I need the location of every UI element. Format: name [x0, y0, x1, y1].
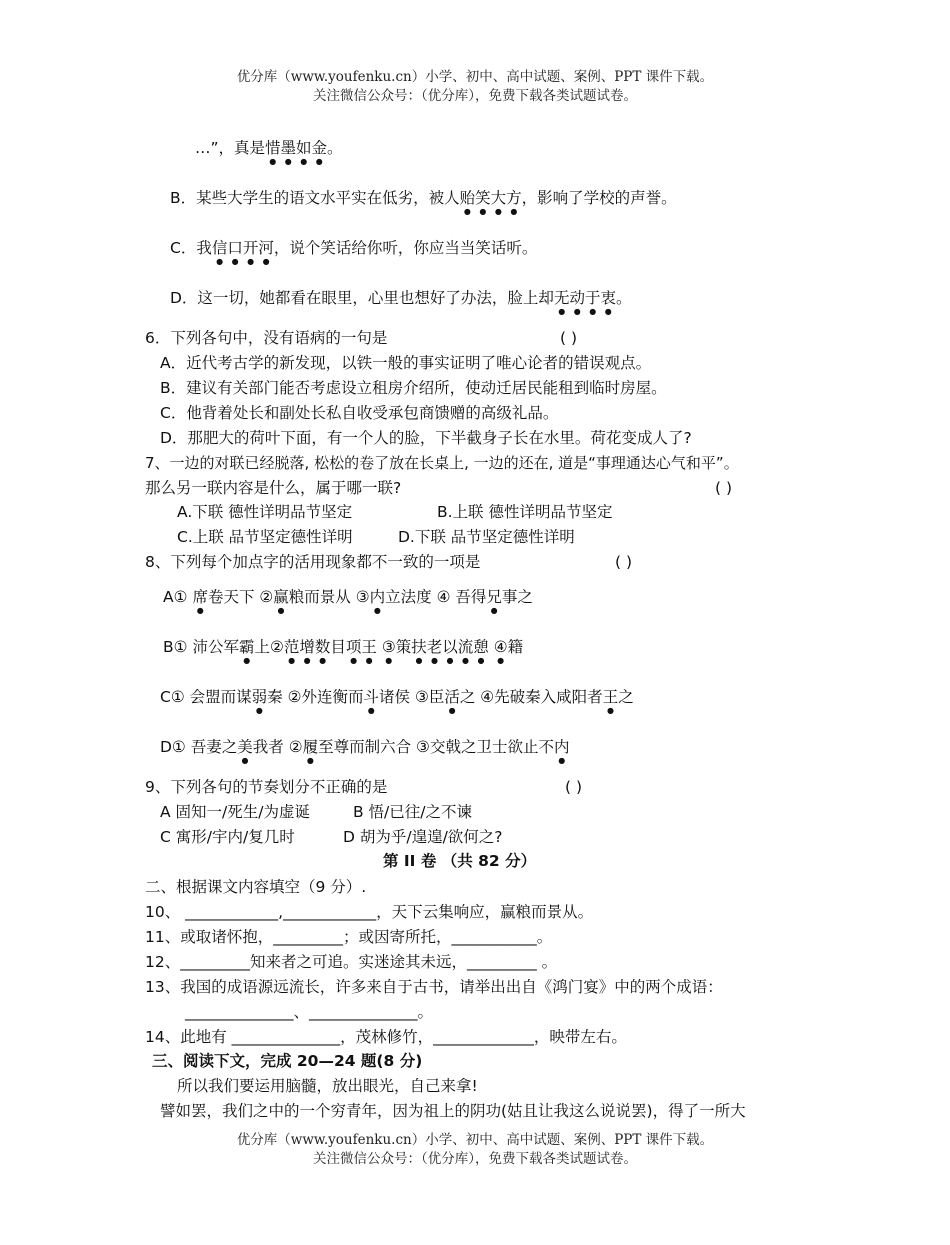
q5-a-tail: …”，真是惜墨如金。: [195, 139, 343, 157]
section3-heading: 三、阅读下文，完成 20—24 题(8 分): [152, 1052, 423, 1070]
q5-option-c: C．我信口开河，说个笑话给你听，你应当当笑话听。: [170, 239, 538, 257]
q6-answer-paren: ( ): [560, 329, 578, 347]
q8-answer-paren: ( ): [615, 553, 633, 571]
q9-option-b: B 悟/已往/之不谏: [353, 803, 473, 821]
q7-option-a: A.下联 德性详明品节坚定: [177, 503, 353, 521]
q7-option-d: D.下联 品节坚定德性详明: [398, 528, 575, 546]
part2-title: 第 II 卷 （共 82 分）: [383, 852, 537, 870]
q8-stem: 8、下列每个加点字的活用现象都不一致的一项是: [145, 553, 481, 571]
q7-option-b: B.上联 德性详明品节坚定: [437, 503, 613, 521]
q7-answer-paren: ( ): [715, 479, 733, 497]
q9-option-c: C 寓形/宇内/复几时: [160, 828, 295, 846]
q9-option-a: A 固知一/死生/为虚诞: [160, 803, 310, 821]
q9-option-d: D 胡为乎/遑遑/欲何之?: [343, 828, 503, 846]
q6-stem: 6．下列各句中，没有语病的一句是: [145, 329, 388, 347]
page-header-line2: 关注微信公众号：（优分库），免费下载各类试题试卷。: [313, 88, 637, 104]
q7-stem-line2: 那么另一联内容是什么，属于哪一联?: [145, 479, 402, 497]
q13-blanks: ______________、______________。: [185, 1003, 434, 1021]
passage-paragraph-1: 所以我们要运用脑髓，放出眼光，自己来拿!: [177, 1077, 478, 1095]
passage-paragraph-2: 譬如罢，我们之中的一个穷青年，因为祖上的阴功(姑且让我这么说说罢)，得了一所大: [160, 1102, 746, 1120]
q9-stem: 9、下列各句的节奏划分不正确的是: [145, 778, 388, 796]
q6-option-b: B．建议有关部门能否考虑设立租房介绍所，使动迁居民能租到临时房屋。: [160, 379, 667, 397]
q5-option-d: D．这一切，她都看在眼里，心里也想好了办法，脸上却无动于衷。: [170, 289, 632, 307]
q8-option-a: A① 席卷天下 ②赢粮而景从 ③内立法度 ④ 吾得兄事之: [163, 588, 533, 606]
q7-option-c: C.上联 品节坚定德性详明: [177, 528, 353, 546]
q13: 13、我国的成语源远流长，许多来自于古书，请举出出自《鸿门宴》中的两个成语：: [145, 978, 723, 996]
q11: 11、或取诸怀抱，_________；或因寄所托，___________。: [145, 928, 553, 946]
q12: 12、_________知来者之可追。实迷途其未远，_________ 。: [145, 953, 558, 971]
q9-answer-paren: ( ): [565, 778, 583, 796]
q8-option-c: C① 会盟而谋弱秦 ②外连衡而斗诸侯 ③臣活之 ④先破秦入咸阳者王之: [160, 688, 634, 706]
q6-option-a: A．近代考古学的新发现，以铁一般的事实证明了唯心论者的错误观点。: [160, 354, 652, 372]
page-header-line1: 优分库（www.youfenku.cn）小学、初中、高中试题、案例、PPT 课件下载。: [236, 69, 714, 85]
q8-option-d: D① 吾妻之美我者 ②履至尊而制六合 ③交戟之卫士欲止不内: [160, 738, 570, 756]
q14: 14、此地有 ______________，茂林修竹，_____________，映带左右。: [145, 1028, 627, 1046]
q8-option-b: B① 沛公军霸上②范增数目项王 ③策扶老以流憩 ④籍: [163, 638, 524, 656]
page-footer-line1: 优分库（www.youfenku.cn）小学、初中、高中试题、案例、PPT 课件下载。: [236, 1132, 714, 1148]
q10: 10、 ____________,____________，天下云集响应，赢粮而景从。: [145, 903, 594, 921]
page-footer-line2: 关注微信公众号：（优分库），免费下载各类试题试卷。: [313, 1151, 637, 1167]
q6-option-d: D．那肥大的荷叶下面，有一个人的脸，下半截身子长在水里。荷花变成人了?: [160, 429, 692, 447]
q6-option-c: C．他背着处长和副处长私自收受承包商馈赠的高级礼品。: [160, 404, 559, 422]
q7-stem: 7、一边的对联已经脱落, 松松的卷了放在长桌上, 一边的还在, 道是“事理通达心气和平”。: [145, 454, 739, 472]
q5-option-b: B．某些大学生的语文水平实在低劣，被人贻笑大方，影响了学校的声誉。: [170, 189, 677, 207]
section2-heading: 二、根据课文内容填空（9 分）.: [145, 878, 367, 896]
